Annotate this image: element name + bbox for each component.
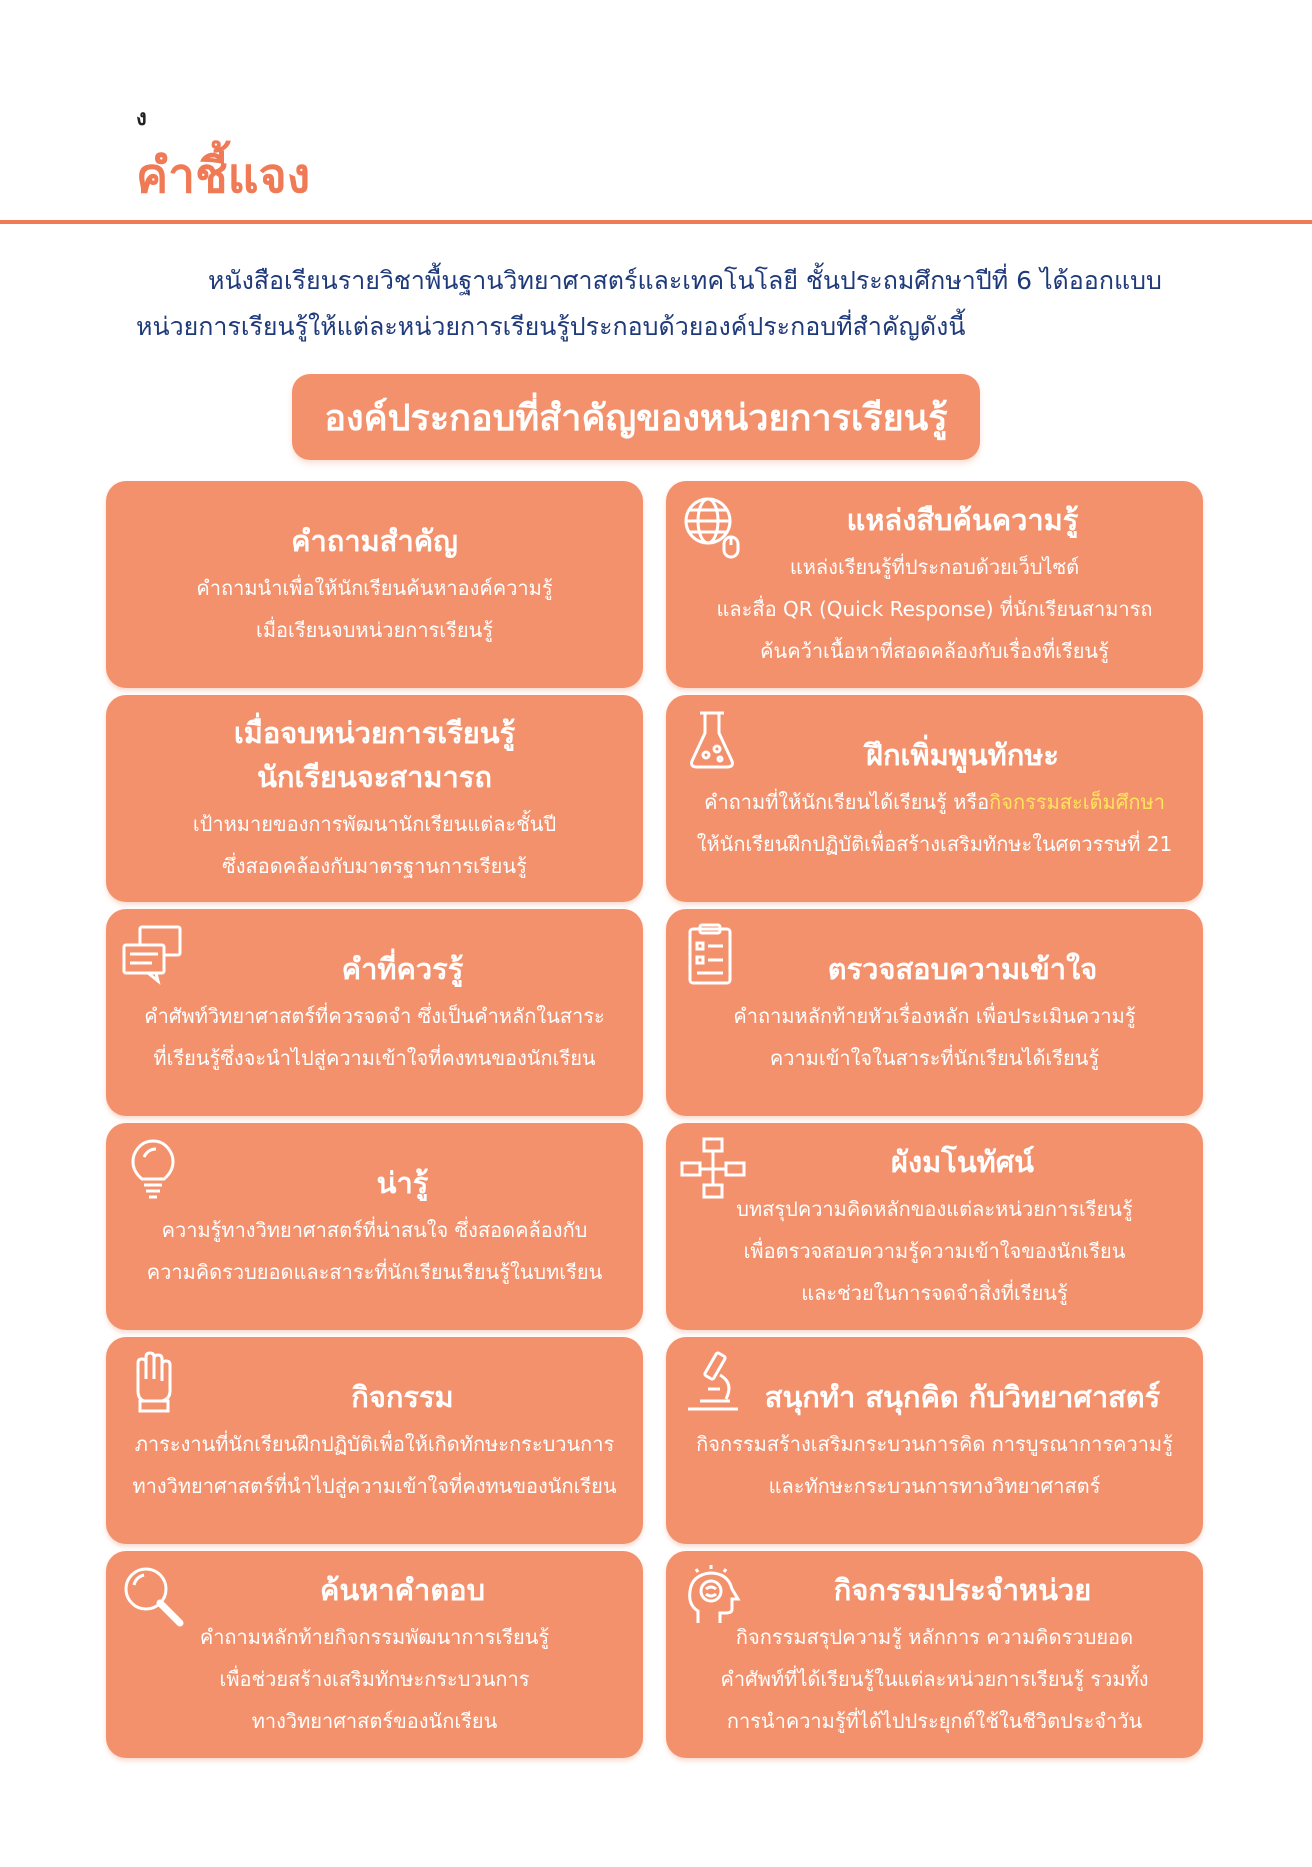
- speech-bubbles-icon: [120, 921, 186, 987]
- flask-icon: [680, 707, 746, 773]
- page-title: คำชี้แจง: [136, 148, 311, 204]
- card-title: กิจกรรม: [351, 1379, 454, 1414]
- card-title: กิจกรรมประจำหน่วย: [833, 1572, 1092, 1607]
- globe-mouse-icon: [680, 493, 746, 559]
- desc-text: ให้นักเรียนฝึกปฏิบัติเพื่อสร้างเสริมทักษะในศตวรรษที่ 21: [696, 831, 1173, 856]
- head-brain-icon: [680, 1563, 746, 1629]
- desc-text: คำถามที่ให้นักเรียนได้เรียนรู้ หรือ: [704, 789, 990, 814]
- card-activity: [106, 1337, 643, 1544]
- card-desc: กิจกรรมสร้างเสริมกระบวนการคิด การบูรณาการความรู้ และทักษะกระบวนการทางวิทยาศาสตร์: [696, 1431, 1173, 1498]
- card-desc: ความรู้ทางวิทยาศาสตร์ที่น่าสนใจ ซึ่งสอดคล้องกับ ความคิดรวบยอดและสาระที่นักเรียนเรียนรู้ในบทเรียน: [146, 1217, 603, 1284]
- card-desc: คำถามหลักท้ายหัวเรื่องหลัก เพื่อประเมินความรู้ ความเข้าใจในสาระที่นักเรียนได้เรียนรู้: [733, 1003, 1136, 1070]
- card-title: คำที่ควรรู้: [341, 951, 464, 986]
- mindmap-icon: [680, 1135, 746, 1201]
- card-title: เมื่อจบหน่วยการเรียนรู้ นักเรียนจะสามารถ: [233, 715, 516, 794]
- card-check-understanding: [666, 909, 1203, 1116]
- card-key-question: [106, 481, 643, 688]
- card-desc: คำศัพท์วิทยาศาสตร์ที่ควรจดจำ ซึ่งเป็นคำหลักในสาระ ที่เรียนรู้ซึ่งจะนำไปสู่ความเข้าใจที่คงทนของนักเรียน: [144, 1003, 605, 1070]
- card-desc: บทสรุปความคิดหลักของแต่ละหน่วยการเรียนรู้ เพื่อตรวจสอบความรู้ความเข้าใจของนักเรียน และช่วยในการจดจำสิ่งที่เรียนรู้: [736, 1196, 1133, 1305]
- card-desc: [697, 781, 1173, 865]
- card-title: ผังมโนทัศน์: [890, 1144, 1035, 1179]
- card-find-answers: [106, 1551, 643, 1758]
- card-title: น่ารู้: [376, 1165, 429, 1200]
- intro-paragraph: หนังสือเรียนรายวิชาพื้นฐานวิทยาศาสตร์และเทคโนโลยี ชั้นประถมศึกษาปีที่ 6 ได้ออกแบบหน่วยการเรียนรู้ให้แต่ละหน่วยการเรียนรู้ประกอบด้วยองค์ประกอบที่สำคัญดังนี้: [136, 266, 1162, 341]
- card-desc: คำถามหลักท้ายกิจกรรมพัฒนาการเรียนรู้ เพื่อช่วยสร้างเสริมทักษะกระบวนการ ทางวิทยาศาสตร์ของนักเรียน: [199, 1624, 550, 1733]
- section-header: องค์ประกอบที่สำคัญของหน่วยการเรียนรู้: [292, 374, 980, 460]
- card-title: คำถามสำคัญ: [291, 523, 458, 558]
- card-concept-map: [666, 1123, 1203, 1330]
- page-letter: ง: [136, 106, 147, 131]
- card-title: ค้นหาคำตอบ: [320, 1572, 485, 1607]
- title-divider: [0, 220, 1312, 224]
- card-desc: กิจกรรมสรุปความรู้ หลักการ ความคิดรวบยอด คำศัพท์ที่ได้เรียนรู้ในแต่ละหน่วยการเรียนรู้ รวมทั้ง การนำความรู้ที่ได้ไปประยุกต์ใช้ในชีวิตประจำวัน: [720, 1624, 1149, 1733]
- card-desc: ภาระงานที่นักเรียนฝึกปฏิบัติเพื่อให้เกิดทักษะกระบวนการ ทางวิทยาศาสตร์ที่นำไปสู่ความเข้าใจที่คงทนของนักเรียน: [132, 1431, 617, 1498]
- card-did-you-know: [106, 1123, 643, 1330]
- lightbulb-icon: [120, 1135, 186, 1201]
- card-desc: เป้าหมายของการพัฒนานักเรียนแต่ละชั้นปี ซึ่งสอดคล้องกับมาตรฐานการเรียนรู้: [192, 811, 557, 878]
- card-desc: แหล่งเรียนรู้ที่ประกอบด้วยเว็บไซต์ และสื่อ QR (Quick Response) ที่นักเรียนสามารถ ค้นคว้าเนื้อหาที่สอดคล้องกับเรื่องที่เรียนรู้: [716, 554, 1153, 663]
- clipboard-icon: [680, 921, 746, 987]
- card-learning-outcomes: [106, 695, 643, 902]
- card-knowledge-sources: [666, 481, 1203, 688]
- stem-activity-highlight: กิจกรรมสะเต็มศึกษา: [989, 789, 1165, 814]
- card-skill-practice: [666, 695, 1203, 902]
- card-desc: คำถามนำเพื่อให้นักเรียนค้นหาองค์ความรู้ เมื่อเรียนจบหน่วยการเรียนรู้: [196, 575, 553, 642]
- card-unit-activity: [666, 1551, 1203, 1758]
- card-fun-science: [666, 1337, 1203, 1544]
- microscope-icon: [680, 1349, 746, 1415]
- card-title: สนุกทำ สนุกคิด กับวิทยาศาสตร์: [764, 1379, 1161, 1414]
- card-title: ตรวจสอบความเข้าใจ: [827, 951, 1098, 986]
- magnifier-icon: [120, 1563, 186, 1629]
- glove-icon: [120, 1349, 186, 1415]
- card-vocabulary: [106, 909, 643, 1116]
- card-title: ฝึกเพิ่มพูนทักษะ: [865, 737, 1059, 772]
- card-title: แหล่งสืบค้นความรู้: [846, 502, 1079, 537]
